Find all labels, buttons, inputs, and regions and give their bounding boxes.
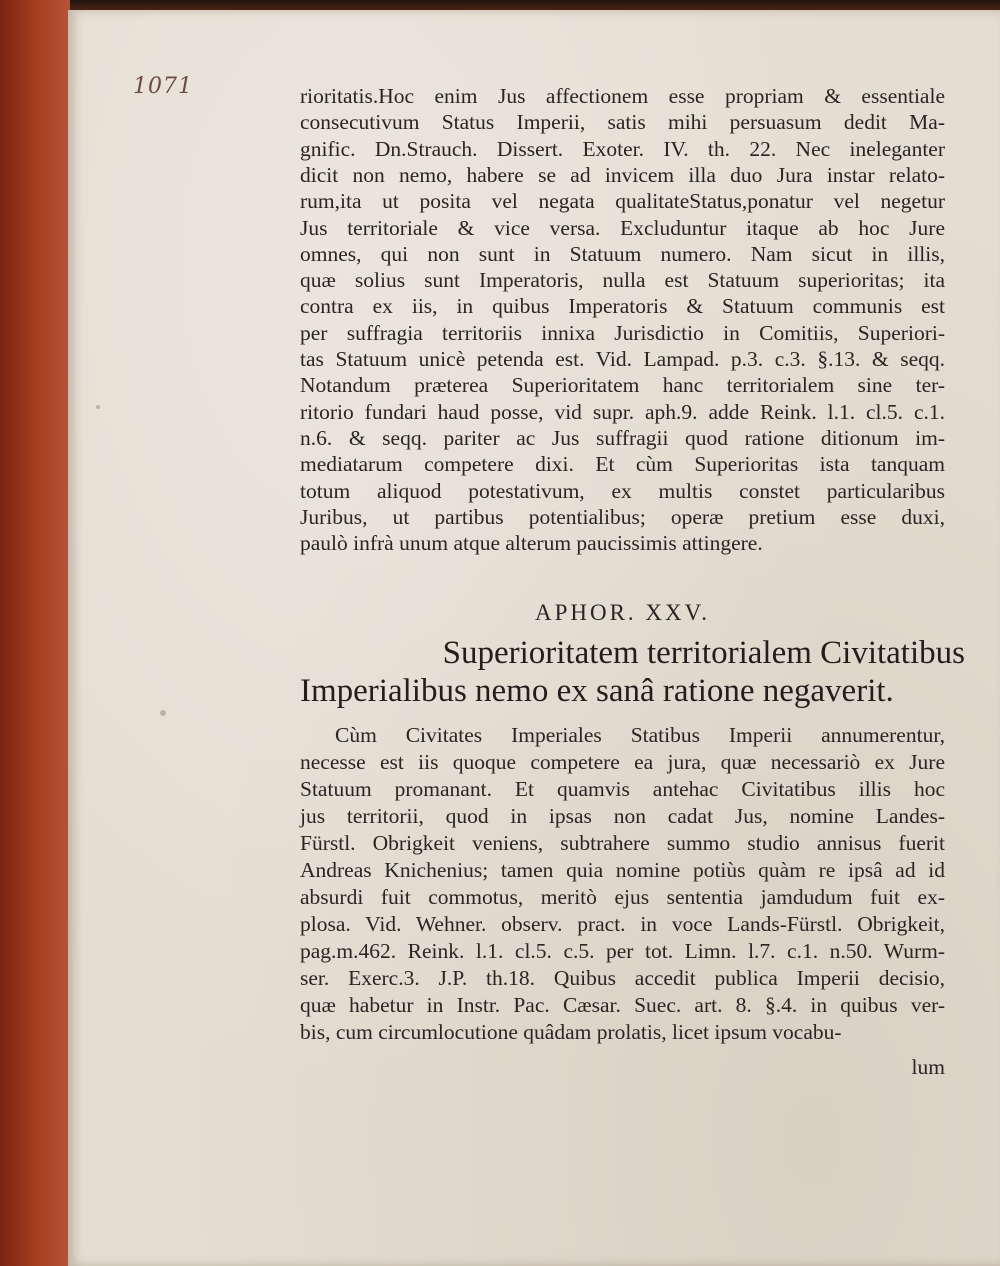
text-line: Statuum promanant. Et quamvis antehac Civitatibus illis hoc (300, 777, 945, 801)
paper-speck (96, 405, 100, 409)
aphorism-title-line: Imperialibus nemo ex sanâ ratione negaverit. (300, 673, 894, 709)
text-line: gnific. Dn.Strauch. Dissert. Exoter. IV. th. 22. Nec ineleganter (300, 136, 945, 161)
text-line: pag.m.462. Reink. l.1. cl.5. c.5. per tot. Limn. l.7. c.1. n.50. Wurm- (300, 939, 945, 963)
text-line: quæ habetur in Instr. Pac. Cæsar. Suec. art. 8. §.4. in quibus ver- (300, 993, 945, 1017)
aphorism-number-heading: APHOR. XXV. (534, 600, 711, 625)
margin-annotation: 1071 (133, 74, 193, 99)
text-line: per suffragia territoriis innixa Jurisdictio in Comitiis, Superiori- (300, 320, 945, 345)
text-line: n.6. & seqq. pariter ac Jus suffragii quod ratione ditionum im- (300, 425, 945, 450)
text-line: consecutivum Status Imperii, satis mihi persuasum dedit Ma- (300, 110, 945, 135)
text-line: rioritatis.Hoc enim Jus affectionem esse propriam & essentiale (300, 84, 945, 108)
text-line: contra ex iis, in quibus Imperatoris & Statuum communis est (300, 294, 945, 319)
text-line: Andreas Knichenius; tamen quia nomine potiùs quàm re ipsâ ad id (300, 858, 945, 882)
book-binding-edge (0, 0, 70, 1266)
catchword: lum (911, 1055, 945, 1079)
text-line: rum,ita ut posita vel negata qualitateStatus,ponatur vel negetur (300, 189, 945, 214)
text-line: tas Statuum unicè petenda est. Vid. Lampad. p.3. c.3. §.13. & seqq. (300, 347, 945, 371)
text-line: Juribus, ut partibus potentialibus; operæ pretium esse duxi, (300, 504, 945, 529)
text-line: bis, cum circumlocutione quâdam prolatis, licet ipsum vocabu- (300, 1020, 842, 1044)
text-line: ritorio fundari haud posse, vid supr. aph.9. adde Reink. l.1. cl.5. c.1. (300, 399, 945, 424)
text-line: Cùm Civitates Imperiales Statibus Imperii annumerentur, (335, 723, 945, 747)
text-line: mediatarum competere dixi. Et cùm Superioritas ista tanquam (300, 452, 945, 477)
text-line: absurdi fuit commotus, meritò ejus sententia jamdudum fuit ex- (300, 885, 945, 909)
text-line: plosa. Vid. Wehner. observ. pract. in voce Lands-Fürstl. Obrigkeit, (300, 912, 945, 936)
text-line: Jus territoriale & vice versa. Excluduntur itaque ab hoc Jure (300, 215, 945, 240)
text-line: paulò infrà unum atque alterum paucissimis attingere. (300, 531, 763, 556)
text-line: quæ solius sunt Imperatoris, nulla est Statuum superioritas; ita (300, 268, 945, 293)
paper-speck (160, 710, 166, 716)
text-line: jus territorii, quod in ipsas non cadat Jus, nomine Landes- (300, 804, 945, 828)
text-line: Notandum præterea Superioritatem hanc territorialem sine ter- (300, 373, 945, 398)
aphorism-title-line: Superioritatem territorialem Civitatibus (442, 635, 965, 671)
text-line: necesse est iis quoque competere ea jura, quæ necessariò ex Jure (300, 750, 945, 774)
text-line: Fürstl. Obrigkeit veniens, subtrahere summo studio annisus fuerit (300, 831, 945, 855)
text-line: totum aliquod potestativum, ex multis constet particularibus (300, 478, 945, 503)
text-line: omnes, qui non sunt in Statuum numero. Nam sicut in illis, (300, 241, 945, 266)
text-line: ser. Exerc.3. J.P. th.18. Quibus accedit publica Imperii decisio, (300, 966, 945, 990)
text-line: dicit non nemo, habere se ad invicem illa duo Jura instar relato- (300, 162, 945, 187)
